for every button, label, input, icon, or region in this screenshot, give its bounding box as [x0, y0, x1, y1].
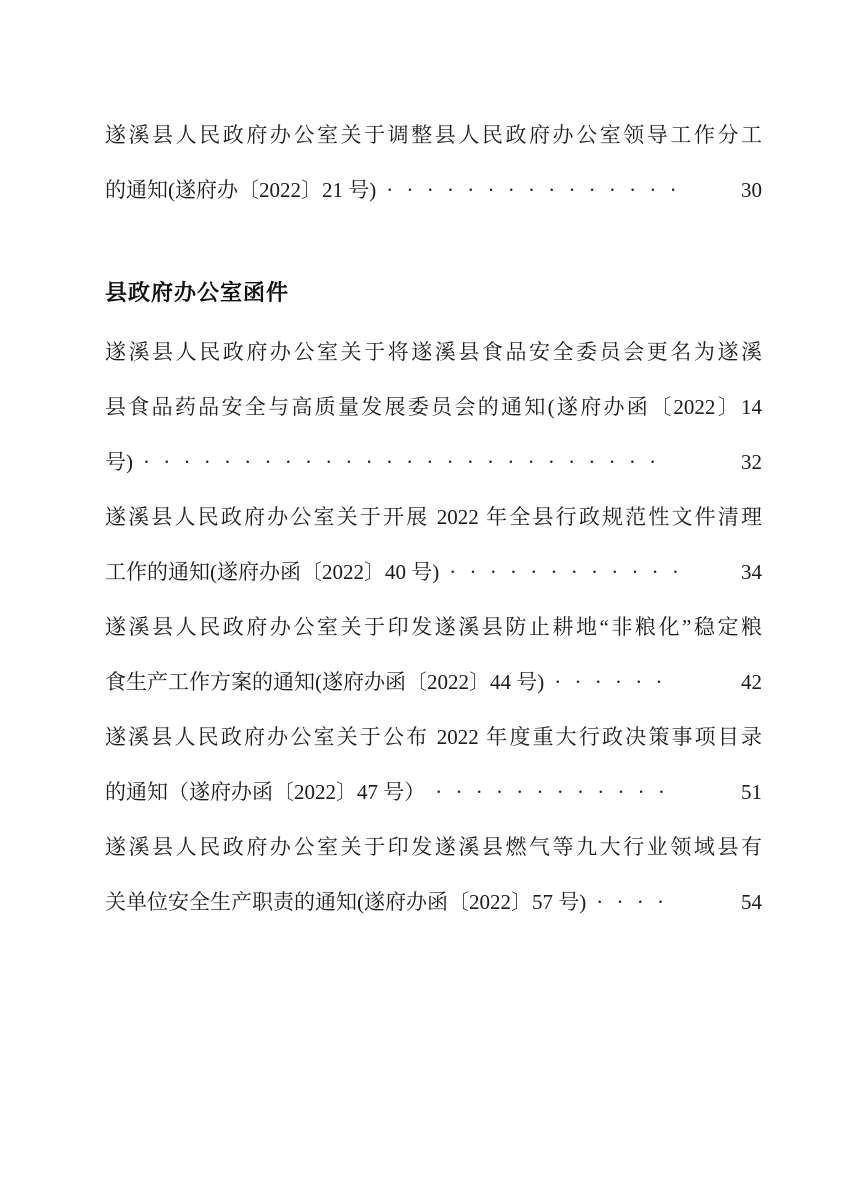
dot-leader: · · · · · · · · · · · · · · · · · · · · · · · · · · [143, 450, 657, 474]
toc-entry-text: 的通知（遂府办函〔2022〕47 号） [105, 780, 426, 804]
toc-entry [105, 108, 762, 218]
toc-entry-line: 县食品药品安全与高质量发展委员会的通知(遂府办函〔2022〕14 [105, 395, 762, 419]
toc-entry-text: 号) [105, 450, 133, 474]
toc-entry-text: 的通知(遂府办〔2022〕21 号) [105, 178, 377, 202]
page-number: 42 [741, 670, 762, 694]
toc-entry-line: 遂溪县人民政府办公室关于将遂溪县食品安全委员会更名为遂溪 [105, 340, 762, 364]
toc-entry-line: 遂溪县人民政府办公室关于印发遂溪县防止耕地“非粮化”稳定粮 [105, 615, 762, 639]
dot-leader: · · · · · · · · · · · · · · · [386, 178, 677, 202]
toc-entry [105, 710, 762, 820]
toc-entry-line: 遂溪县人民政府办公室关于调整县人民政府办公室领导工作分工 [105, 123, 762, 147]
toc-entry-line: 遂溪县人民政府办公室关于印发遂溪县燃气等九大行业领域县有 [105, 835, 762, 859]
toc-entry-text: 工作的通知(遂府办函〔2022〕40 号) [105, 560, 440, 584]
page-number: 30 [741, 178, 762, 202]
toc-entry [105, 600, 762, 710]
toc-entry-lastline [105, 435, 762, 490]
dot-leader: · · · · · · · · · · · · [449, 560, 679, 584]
toc-entry-line: 遂溪县人民政府办公室关于公布 2022 年度重大行政决策事项目录 [105, 725, 762, 749]
dot-leader: · · · · [596, 890, 664, 914]
page-number: 54 [741, 890, 762, 914]
toc-entry [105, 820, 762, 930]
page-number: 34 [741, 560, 762, 584]
toc-entry-lastline [105, 765, 762, 820]
toc-entry-text: 食生产工作方案的通知(遂府办函〔2022〕44 号) [105, 670, 545, 694]
dot-leader: · · · · · · · · · · · · [435, 780, 665, 804]
toc-entry-lastline [105, 545, 762, 600]
toc-entry-lastline [105, 163, 762, 218]
section-heading: 县政府办公室函件 [105, 280, 290, 305]
toc-entry-line: 遂溪县人民政府办公室关于开展 2022 年全县行政规范性文件清理 [105, 505, 762, 529]
toc-entry-text: 关单位安全生产职责的通知(遂府办函〔2022〕57 号) [105, 890, 587, 914]
page-number: 51 [741, 780, 762, 804]
page-number: 32 [741, 450, 762, 474]
toc-entry [105, 325, 762, 490]
toc-entry-lastline [105, 875, 762, 930]
dot-leader: · · · · · · [554, 670, 663, 694]
toc-entry [105, 490, 762, 600]
toc-entry-lastline [105, 655, 762, 710]
